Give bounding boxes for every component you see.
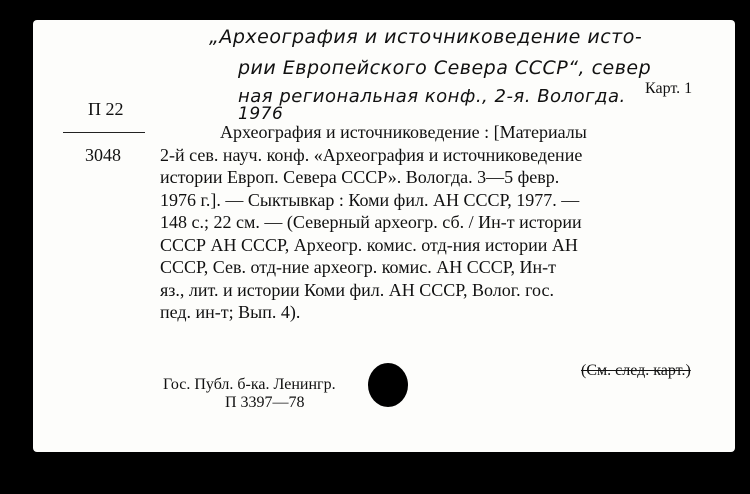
continuation-note: (См. след. карт.)	[581, 362, 691, 379]
shelfmark-top: П 22	[88, 99, 124, 119]
catalog-card	[33, 20, 735, 452]
entry-line-5: 148 с.; 22 см. — (Северный археогр. сб. / Ин-т истории	[160, 212, 582, 232]
entry-line-1: Археография и источниковедение : [Материалы	[220, 122, 587, 142]
entry-line-7: СССР, Сев. отд-ние археогр. комис. АН СССР, Ин-т	[160, 257, 556, 277]
library-name: Гос. Публ. б-ка. Ленингр.	[163, 376, 336, 393]
handwritten-line-4: 1976	[238, 104, 284, 124]
handwritten-line-2: рии Европейского Севера СССР“, север	[238, 57, 652, 79]
punch-hole	[368, 363, 408, 407]
card-number: Карт. 1	[645, 80, 693, 97]
entry-line-8: яз., лит. и истории Коми фил. АН СССР, Волог. гос.	[160, 280, 554, 300]
handwritten-line-1: „Археография и источниковедение исто-	[209, 26, 643, 48]
handwritten-line-3: ная региональная конф., 2-я. Вологда.	[238, 86, 626, 107]
entry-line-2: 2-й сев. науч. конф. «Археография и источниковедение	[160, 145, 583, 165]
entry-line-6: СССР АН СССР, Археогр. комис. отд-ния истории АН	[160, 235, 578, 255]
entry-line-3: истории Европ. Севера СССР». Вологда. 3—5 февр.	[160, 167, 560, 187]
shelfmark-divider	[63, 132, 145, 133]
shelfmark-bottom: 3048	[85, 145, 121, 165]
entry-line-9: пед. ин-т; Вып. 4).	[160, 302, 301, 322]
entry-line-4: 1976 г.]. — Сыктывкар : Коми фил. АН СССР, 1977. —	[160, 190, 580, 210]
library-code: П 3397—78	[225, 394, 305, 411]
